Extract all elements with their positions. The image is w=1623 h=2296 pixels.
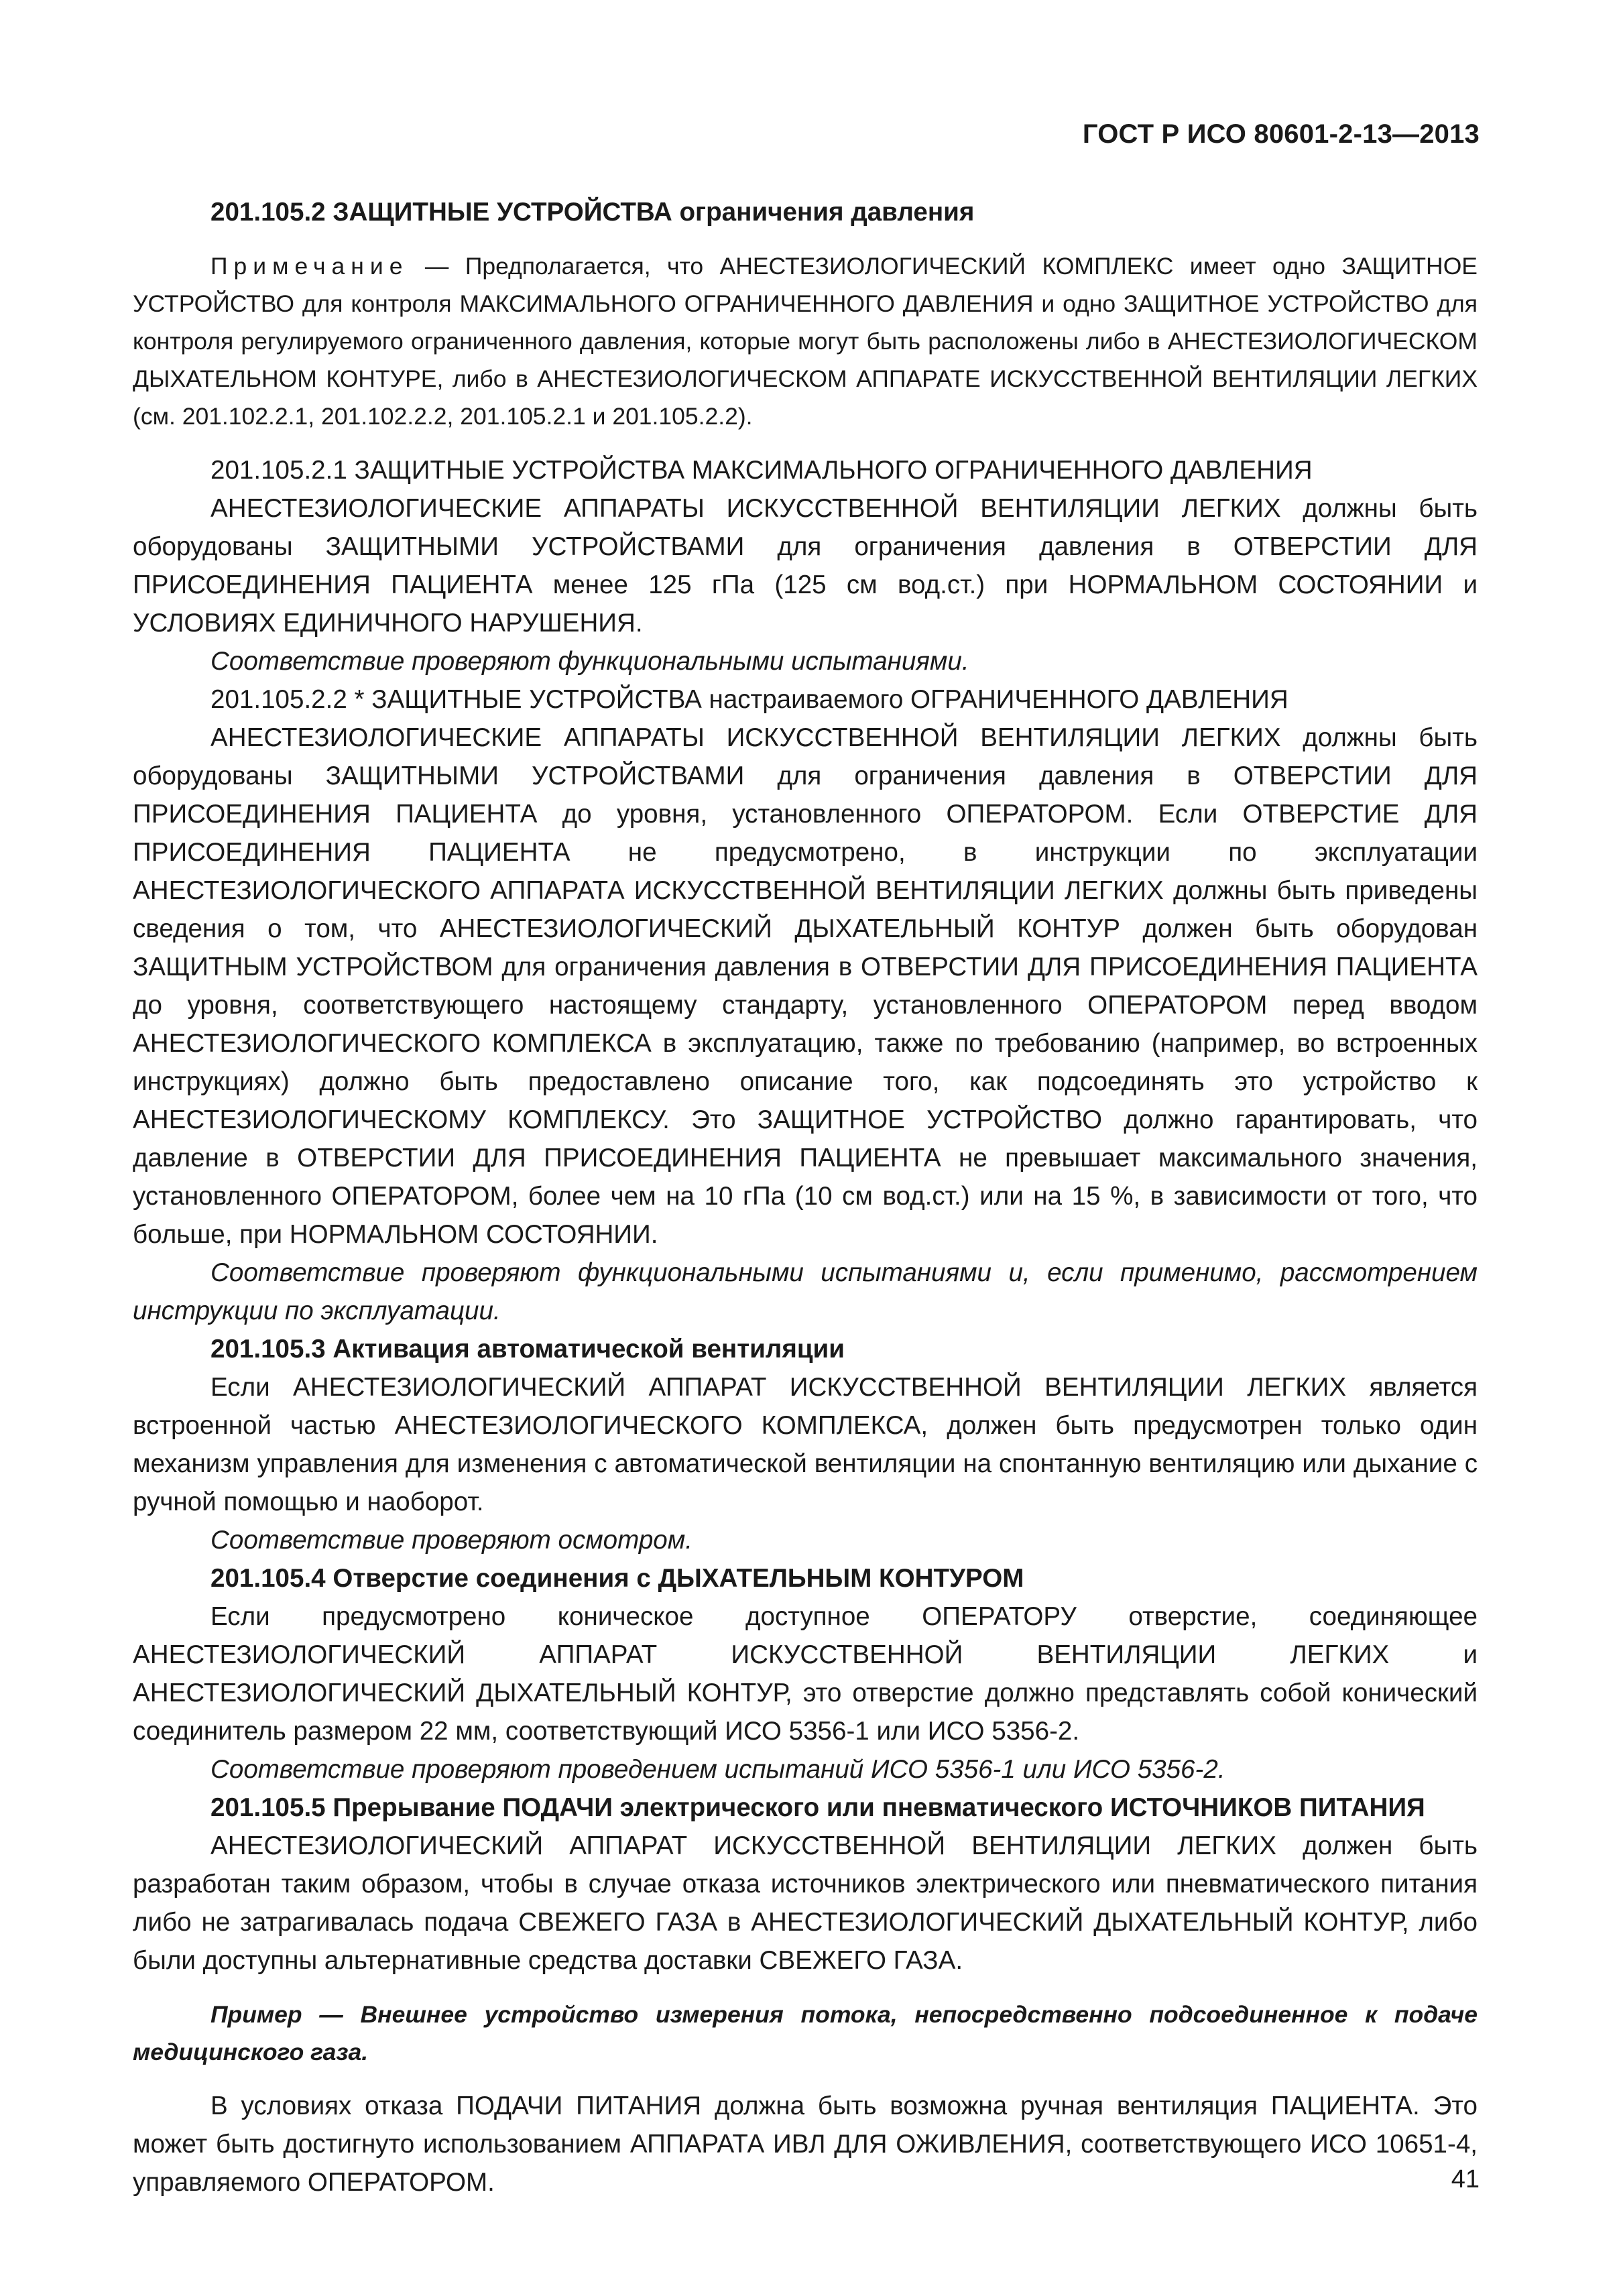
section-201-105-2-1-text: АНЕСТЕЗИОЛОГИЧЕСКИЕ АППАРАТЫ ИСКУССТВЕННОЙ ВЕНТИЛЯЦИИ ЛЕГКИХ должны быть оборудованы ЗАЩИТНЫМИ УСТРОЙСТВАМИ для ограничения давления в ОТВЕРСТИИ ДЛЯ ПРИСОЕДИНЕНИЯ ПАЦИЕНТА менее 125 гПа (125 см вод.ст.) при НОРМАЛЬНОМ СОСТОЯНИИ и УСЛОВИЯХ ЕДИНИЧНОГО НАРУШЕНИЯ. [133, 494, 1478, 638]
section-201-105-3-compliance: Соответствие проверяют осмотром. [211, 1526, 693, 1555]
section-201-105-4-title: 201.105.4 Отверстие соединения с ДЫХАТЕЛЬНЫМ КОНТУРОМ [211, 1564, 1024, 1593]
section-201-105-3-text: Если АНЕСТЕЗИОЛОГИЧЕСКИЙ АППАРАТ ИСКУССТВЕННОЙ ВЕНТИЛЯЦИИ ЛЕГКИХ является встроенной частью АНЕСТЕЗИОЛОГИЧЕСКОГО КОМПЛЕКСА, должен быть предусмотрен только один механизм управления для изменения с автоматической вентиляции на спонтанную вентиляцию или дыхание с ручной помощью и наоборот. [133, 1373, 1478, 1516]
note-paragraph [133, 247, 1478, 435]
section-201-105-2-1-compliance: Соответствие проверяют функциональными испытаниями. [211, 647, 969, 676]
section-201-105-2-2-text: АНЕСТЕЗИОЛОГИЧЕСКИЕ АППАРАТЫ ИСКУССТВЕННОЙ ВЕНТИЛЯЦИИ ЛЕГКИХ должны быть оборудованы ЗАЩИТНЫМИ УСТРОЙСТВАМИ для ограничения давления в ОТВЕРСТИИ ДЛЯ ПРИСОЕДИНЕНИЯ ПАЦИЕНТА до уровня, установленного ОПЕРАТОРОМ. Если ОТВЕРСТИЕ ДЛЯ ПРИСОЕДИНЕНИЯ ПАЦИЕНТА не предусмотрено, в инструкции по эксплуатации АНЕСТЕЗИОЛОГИЧЕСКОГО АППАРАТА ИСКУССТВЕННОЙ ВЕНТИЛЯЦИИ ЛЕГКИХ должны быть приведены сведения о том, что АНЕСТЕЗИОЛОГИЧЕСКИЙ ДЫХАТЕЛЬНЫЙ КОНТУР должен быть оборудован ЗАЩИТНЫМ УСТРОЙСТВОМ для ограничения давления в ОТВЕРСТИИ ДЛЯ ПРИСОЕДИНЕНИЯ ПАЦИЕНТА до уровня, соответствующего настоящему стандарту, установленного ОПЕРАТОРОМ перед вводом АНЕСТЕЗИОЛОГИЧЕСКОГО КОМПЛЕКСА в эксплуатацию, также по требованию (например, во встроенных инструкциях) должно быть предоставлено описание того, как подсоединять это устройство к АНЕСТЕЗИОЛОГИЧЕСКОМУ КОМПЛЕКСУ. Это ЗАЩИТНОЕ УСТРОЙСТВО должно гарантировать, что давление в ОТВЕРСТИИ ДЛЯ ПРИСОЕДИНЕНИЯ ПАЦИЕНТА не превышает максимального значения, установленного ОПЕРАТОРОМ, более чем на 10 гПа (10 см вод.ст.) или на 15 %, в зависимости от того, что больше, при НОРМАЛЬНОМ СОСТОЯНИИ. [133, 723, 1478, 1249]
section-201-105-4-compliance: Соответствие проверяют проведением испытаний ИСО 5356-1 или ИСО 5356-2. [211, 1755, 1225, 1784]
section-201-105-5-title: 201.105.5 Прерывание ПОДАЧИ электрического или пневматического ИСТОЧНИКОВ ПИТАНИЯ [211, 1793, 1425, 1822]
note-text: — Предполагается, что АНЕСТЕЗИОЛОГИЧЕСКИЙ КОМПЛЕКС имеет одно ЗАЩИТНОЕ УСТРОЙСТВО для контроля МАКСИМАЛЬНОГО ОГРАНИЧЕННОГО ДАВЛЕНИЯ и одно ЗАЩИТНОЕ УСТРОЙСТВО для контроля регулируемого ограниченного давления, которые могут быть расположены либо в АНЕСТЕЗИОЛОГИЧЕСКОМ ДЫХАТЕЛЬНОМ КОНТУРЕ, либо в АНЕСТЕЗИОЛОГИЧЕСКОМ АППАРАТЕ ИСКУССТВЕННОЙ ВЕНТИЛЯЦИИ ЛЕГКИХ (см. 201.102.2.1, 201.102.2.2, 201.105.2.1 и 201.105.2.2). [133, 253, 1478, 430]
section-201-105-2-2-title: 201.105.2.2 * ЗАЩИТНЫЕ УСТРОЙСТВА настраиваемого ОГРАНИЧЕННОГО ДАВЛЕНИЯ [211, 685, 1288, 714]
final-paragraph: В условиях отказа ПОДАЧИ ПИТАНИЯ должна быть возможна ручная вентиляция ПАЦИЕНТА. Это может быть достигнуто использованием АППАРАТА ИВЛ ДЛЯ ОЖИВЛЕНИЯ, соответствующего ИСО 10651-4, управляемого ОПЕРАТОРОМ. [133, 2092, 1478, 2197]
document-header: ГОСТ Р ИСО 80601-2-13—2013 [1082, 119, 1480, 149]
section-201-105-4-text: Если предусмотрено коническое доступное ОПЕРАТОРУ отверстие, соединяющее АНЕСТЕЗИОЛОГИЧЕСКИЙ АППАРАТ ИСКУССТВЕННОЙ ВЕНТИЛЯЦИИ ЛЕГКИХ и АНЕСТЕЗИОЛОГИЧЕСКИЙ ДЫХАТЕЛЬНЫЙ КОНТУР, это отверстие должно представлять собой конический соединитель размером 22 мм, соответствующий ИСО 5356-1 или ИСО 5356-2. [133, 1602, 1478, 1746]
section-201-105-2-title: 201.105.2 ЗАЩИТНЫЕ УСТРОЙСТВА ограничения давления [211, 198, 975, 227]
section-201-105-3-title: 201.105.3 Активация автоматической вентиляции [211, 1335, 845, 1364]
note-label: Примечание [211, 253, 409, 280]
document-body [133, 193, 1478, 2201]
section-201-105-2-1-title: 201.105.2.1 ЗАЩИТНЫЕ УСТРОЙСТВА МАКСИМАЛЬНОГО ОГРАНИЧЕННОГО ДАВЛЕНИЯ [211, 456, 1313, 485]
page-number: 41 [1451, 2165, 1480, 2193]
section-201-105-5-text: АНЕСТЕЗИОЛОГИЧЕСКИЙ АППАРАТ ИСКУССТВЕННОЙ ВЕНТИЛЯЦИИ ЛЕГКИХ должен быть разработан таким образом, чтобы в случае отказа источников электрического или пневматического питания либо не затрагивалась подача СВЕЖЕГО ГАЗА в АНЕСТЕЗИОЛОГИЧЕСКИЙ ДЫХАТЕЛЬНЫЙ КОНТУР, либо были доступны альтернативные средства доставки СВЕЖЕГО ГАЗА. [133, 1831, 1478, 1975]
example-paragraph: Пример — Внешнее устройство измерения потока, непосредственно подсоединенное к подаче медицинского газа. [133, 2001, 1478, 2065]
section-201-105-2-2-compliance: Соответствие проверяют функциональными испытаниями и, если применимо, рассмотрением инструкции по эксплуатации. [133, 1258, 1478, 1325]
